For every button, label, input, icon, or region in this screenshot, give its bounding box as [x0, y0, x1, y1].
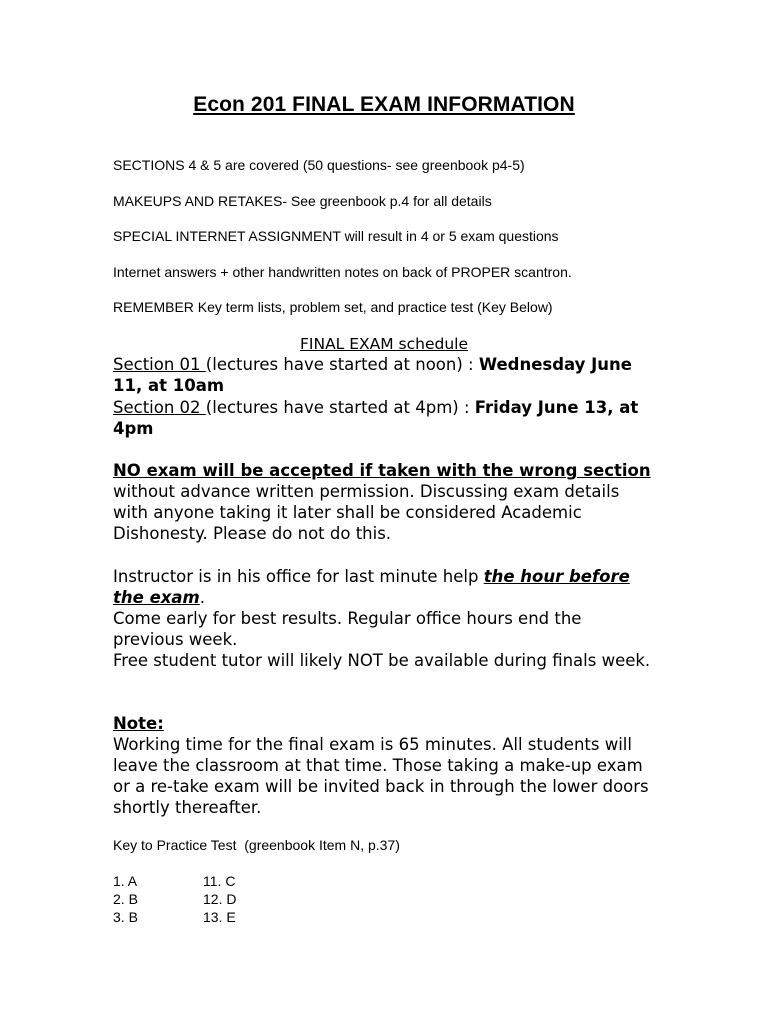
key-row — [113, 908, 293, 926]
schedule-section-01 — [113, 354, 653, 396]
key-answer: 1. A — [113, 873, 138, 889]
section-01-time: Wednesday June 11, at 10am — [113, 355, 632, 395]
key-row — [113, 890, 293, 908]
help-line-2: Come early for best results. Regular office hours end the previous week. — [113, 609, 582, 649]
note-body: Working time for the final exam is 65 minutes. All students will leave the classroom at that time. Those taking a make-up exam or a re-take exam will be invited back in through the lower doors shortly thereafter. — [113, 735, 649, 817]
key-answer: 12. D — [203, 891, 237, 907]
info-line-remember: REMEMBER Key term lists, problem set, and practice test (Key Below) — [113, 299, 553, 315]
warning-text: without advance written permission. Discussing exam details with anyone taking it later shall be considered Academic Dishonesty. Please do not do this. — [113, 482, 620, 543]
info-line-scantron: Internet answers + other handwritten notes on back of PROPER scantron. — [113, 264, 572, 280]
key-row — [113, 872, 293, 890]
help-paragraph — [113, 566, 653, 671]
schedule-heading: FINAL EXAM schedule — [299, 335, 469, 353]
section-02-time: Friday June 13, at 4pm — [113, 398, 639, 438]
practice-key-table — [113, 872, 293, 926]
section-02-desc: (lectures have started at 4pm) : — [205, 398, 475, 417]
help-line-1 — [113, 566, 653, 608]
info-line-makeups: MAKEUPS AND RETAKES- See greenbook p.4 for all details — [113, 193, 492, 209]
section-01-desc: (lectures have started at noon) : — [205, 355, 479, 374]
note-heading: Note: — [113, 714, 164, 733]
practice-key-title: Key to Practice Test (greenbook Item N, p.37) — [113, 837, 400, 853]
key-answer: 2. B — [113, 891, 138, 907]
key-answer: 11. C — [203, 873, 236, 889]
schedule-section-02 — [113, 397, 653, 439]
key-answer: 13. E — [203, 909, 236, 925]
section-02-label: Section 02 — [113, 398, 206, 417]
info-line-sections: SECTIONS 4 & 5 are covered (50 questions- see greenbook p4-5) — [113, 157, 525, 173]
wrong-section-warning — [113, 460, 653, 544]
note-section — [113, 713, 653, 818]
info-line-internet-assignment: SPECIAL INTERNET ASSIGNMENT will result in 4 or 5 exam questions — [113, 228, 559, 244]
help-intro: Instructor is in his office for last minute help — [113, 567, 484, 586]
help-line-3: Free student tutor will likely NOT be available during finals week. — [113, 651, 651, 670]
key-answer: 3. B — [113, 909, 138, 925]
section-01-label: Section 01 — [113, 355, 206, 374]
document-title: Econ 201 FINAL EXAM INFORMATION — [193, 93, 575, 116]
help-period: . — [199, 588, 205, 607]
warning-emphasis: NO exam will be accepted if taken with the wrong section — [113, 461, 651, 480]
help-emphasis: the hour before the exam — [113, 567, 630, 607]
